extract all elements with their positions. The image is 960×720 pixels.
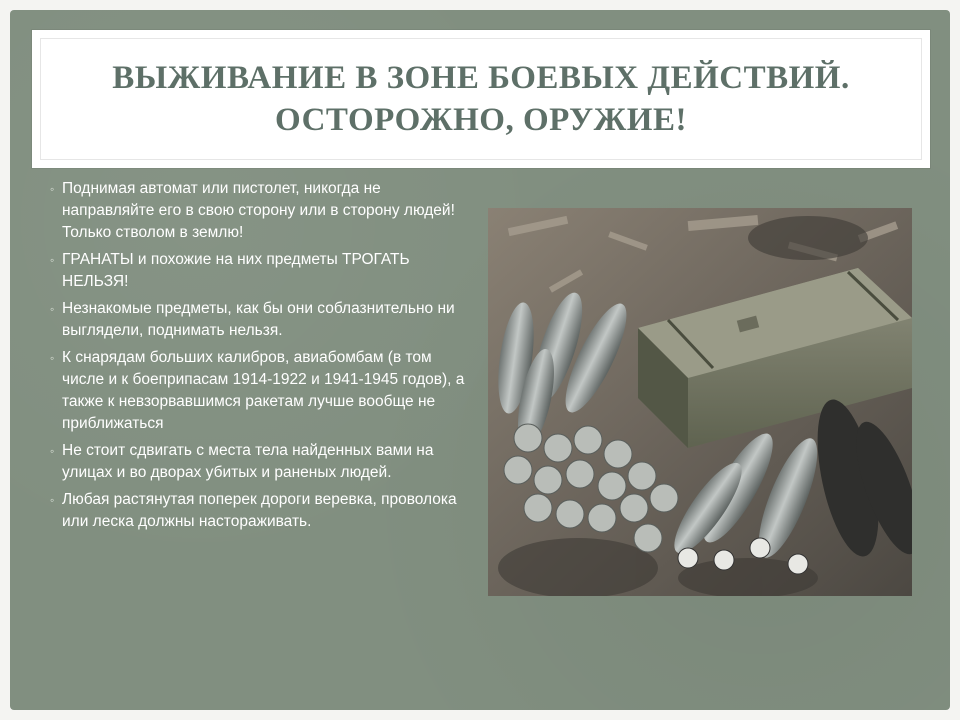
bullet-text: ГРАНАТЫ и похожие на них предметы ТРОГАТЬ НЕЛЬЗЯ! [62,251,410,290]
bullet-marker: ◦ [50,351,55,365]
slide-title: ВЫЖИВАНИЕ В ЗОНЕ БОЕВЫХ ДЕЙСТВИЙ. ОСТОРОЖНО, ОРУЖИЕ! [112,60,850,138]
bullet-text: Любая растянутая поперек дороги веревка, проволока или леска должны настораживать. [62,491,457,530]
bullet-marker: ◦ [50,444,55,458]
slide [10,10,950,710]
bullet-marker: ◦ [50,182,55,196]
bullet-item [50,249,470,293]
bullet-item [50,178,470,244]
title-box [32,30,930,168]
bullet-text: Незнакомые предметы, как бы они соблазнительно ни выглядели, поднимать нельзя. [62,300,455,339]
bullet-list [50,178,470,538]
bullet-text: Не стоит сдвигать с места тела найденных вами на улицах и во дворах убитых и раненых людей. [62,442,434,481]
bullet-item [50,298,470,342]
bullet-marker: ◦ [50,302,55,316]
bullet-text: К снарядам больших калибров, авиабомбам (в том числе и к боеприпасам 1914-1922 и 1941-1945 годов), а также к невзорвавшимся ракетам лучше вообще не приближаться [62,349,465,432]
bullet-marker: ◦ [50,253,55,267]
title-frame [40,38,922,160]
ammunition-photo-illustration [488,208,912,596]
bullet-item [50,440,470,484]
bullet-text: Поднимая автомат или пистолет, никогда не направляйте его в свою сторону или в сторону людей! Только стволом в землю! [62,180,455,241]
bullet-item [50,347,470,435]
bullet-item [50,489,470,533]
bullet-marker: ◦ [50,493,55,507]
ammunition-photo [488,208,912,596]
